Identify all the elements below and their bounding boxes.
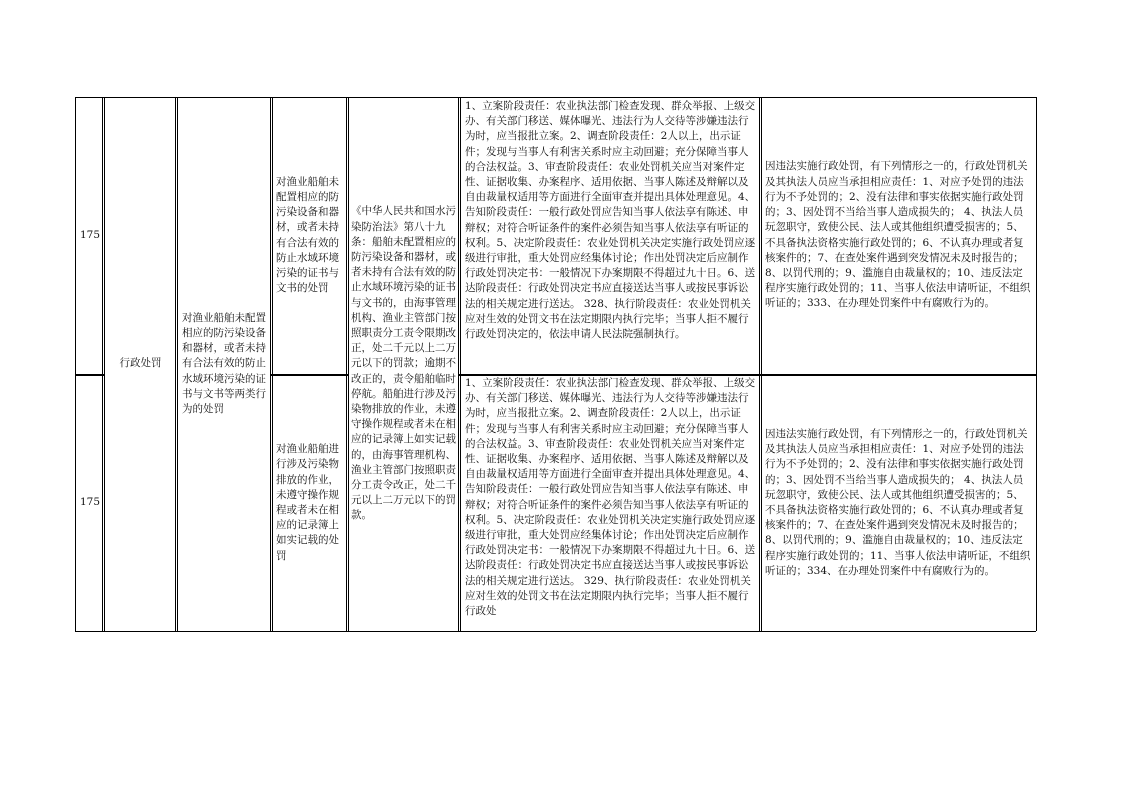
sub-item-text-1: 对渔业船舶未配置相应的防污染设备和器材，或者未持有合法有效的防止水域环境污染的证书与文书的处罚 [276,175,339,295]
responsibility-steps-text-2: 1、立案阶段责任：农业执法部门检查发现、群众举报、上级交办、有关部门移送、媒体曝光、违法行为人交待等涉嫌违法行为时，应当报批立案。2、调查阶段责任：2人以上，出示证件；发现与当事人有利害关系时应主动回避；充分保障当事人的合法权益。3、审查阶段责任：农业处罚机关应当对案件定性、证据收集、办案程序、适用依据、当事人陈述及辩解以及自由裁量权适用等方面进行全面审查并提出具体处理意见。4、告知阶段责任：一般行政处罚应告知当事人依法享有陈述、申辩权；对符合听证条件的案件必须告知当事人依法享有听证的权利。5、决定阶段责任：农业处罚机关决定实施行政处罚应逐级进行审批，重大处罚应经集体讨论；作出处罚决定后应制作行政处罚决定书：一般情况下办案期限不得超过九十日。6、送达阶段责任：行政处罚决定书应直接送达当事人或按民事诉讼法的相关规定进行送达。 329、执行阶段责任：农业处罚机关应对生效的处罚文书在法定期限内执行完毕；当事人拒不履行行政处 [465,377,756,618]
sub-item-text-2: 对渔业船舶进行涉及污染物排放的作业，未遵守操作规程或者未在相应的记录簿上如实记载的处罚 [276,443,339,562]
liability-cell-2 [763,376,1035,630]
sub-item-cell-2 [273,376,348,630]
row-divider [458,374,1036,376]
liability-text-2: 因违法实施行政处罚，有下列情形之一的，行政处罚机关及其执法人员应当承担相应责任：1、对应予处罚的违法行为不予处罚的；2、没有法律和事实依据实施行政处罚的；3、因处罚不当给当事人造成损失的； 4、执法人员玩忽职守，致使公民、法人或其他组织遭受损害的；5、不具备执法资格实施行政处罚的；6、不认真办理或者复核案件的；7、在查处案件遇到突发情况未及时报告的；8、以罚代刑的；9、滥施自由裁量权的；10、违反法定程序实施行政处罚的；11、当事人依法申请听证，不组织听证的；334、在办理处罚案件中有腐败行为的。 [765,427,1031,577]
column-divider [759,97,765,631]
responsibility-steps-text-1: 1、立案阶段责任：农业执法部门检查发现、群众举报、上级交办、有关部门移送、媒体曝光、违法行为人交待等涉嫌违法行为时，应当报批立案。2、调查阶段责任：2人以上，出示证件；发现与当事人有利害关系时应主动回避；充分保障当事人的合法权益。3、审查阶段责任：农业处罚机关应当对案件定性、证据收集、办案程序、适用依据、当事人陈述及辩解以及自由裁量权适用等方面进行全面审查并提出具体处理意见。4、告知阶段责任：一般行政处罚应告知当事人依法享有陈述、申辩权；对符合听证条件的案件必须告知当事人依法享有听证的权利。5、决定阶段责任：农业处罚机关决定实施行政处罚应逐级进行审批，重大处罚应经集体讨论；作出处罚决定后应制作行政处罚决定书：一般情况下办案期限不得超过九十日。6、送达阶段责任：行政处罚决定书应直接送达当事人或按民事诉讼法的相关规定进行送达。 328、执行阶段责任：农业处罚机关应对生效的处罚文书在法定期限内执行完毕；当事人拒不履行行政处罚决定的，依法申请人民法院强制执行。 [465,100,756,341]
row-number-2: 175 [79,496,101,509]
row-divider [75,374,104,376]
legal-basis-cell [349,98,458,630]
column-divider [270,97,276,631]
column-divider [458,97,464,631]
table-bottom-border [75,631,1036,632]
column-divider [346,97,352,631]
responsibility-steps-2 [463,376,759,630]
liability-text-1: 因违法实施行政处罚，有下列情形之一的，行政处罚机关及其执法人员应当承担相应责任：1、对应予处罚的违法行为不予处罚的；2、没有法律和事实依据实施行政处罚的；3、因处罚不当给当事人造成损失的； 4、执法人员玩忽职守，致使公民、法人或其他组织遭受损害的；5、不具备执法资格实施行政处罚的；6、不认真办理或者复核案件的；7、在查处案件遇到突发情况未及时报告的；8、以罚代刑的；9、滥施自由裁量权的；10、违反法定程序实施行政处罚的；11、当事人依法申请听证，不组织听证的；333、在办理处罚案件中有腐败行为的。 [765,160,1031,310]
table-top-border [75,97,1036,98]
liability-cell-1 [763,98,1035,373]
group-item-text: 对渔业船舶未配置相应的防污染设备和器材，或者未持有合法有效的防止水域环境污染的证书与文书等两类行为的处罚 [182,311,266,415]
row-divider [271,374,349,376]
column-divider [102,97,108,631]
column-divider [1036,97,1037,631]
responsibility-steps-1 [463,99,759,373]
group-item-cell [179,98,270,630]
legal-basis-text: 《中华人民共和国水污染防治法》第八十九条：船舶未配置相应的防污染设备和器材，或者未持有合法有效的防止水域环境污染的证书与文书的，由海事管理机构、渔业主管部门按照职责分工责令限期改正，处二千元以上二万元以下的罚款；逾期不改正的，责令船舶临时停航。船舶进行涉及污染物排放的作业，未遵守操作规程或者未在相应的记录簿上如实记载的，由海事管理机构、渔业主管部门按照职责分工责令改正，处二千元以上二万元以下的罚款。 [351,205,456,522]
column-divider [175,97,181,631]
sub-item-cell-1 [273,98,348,373]
column-divider [75,97,76,631]
row-number-1: 175 [79,228,101,241]
category-cell: 行政处罚 [119,357,162,370]
